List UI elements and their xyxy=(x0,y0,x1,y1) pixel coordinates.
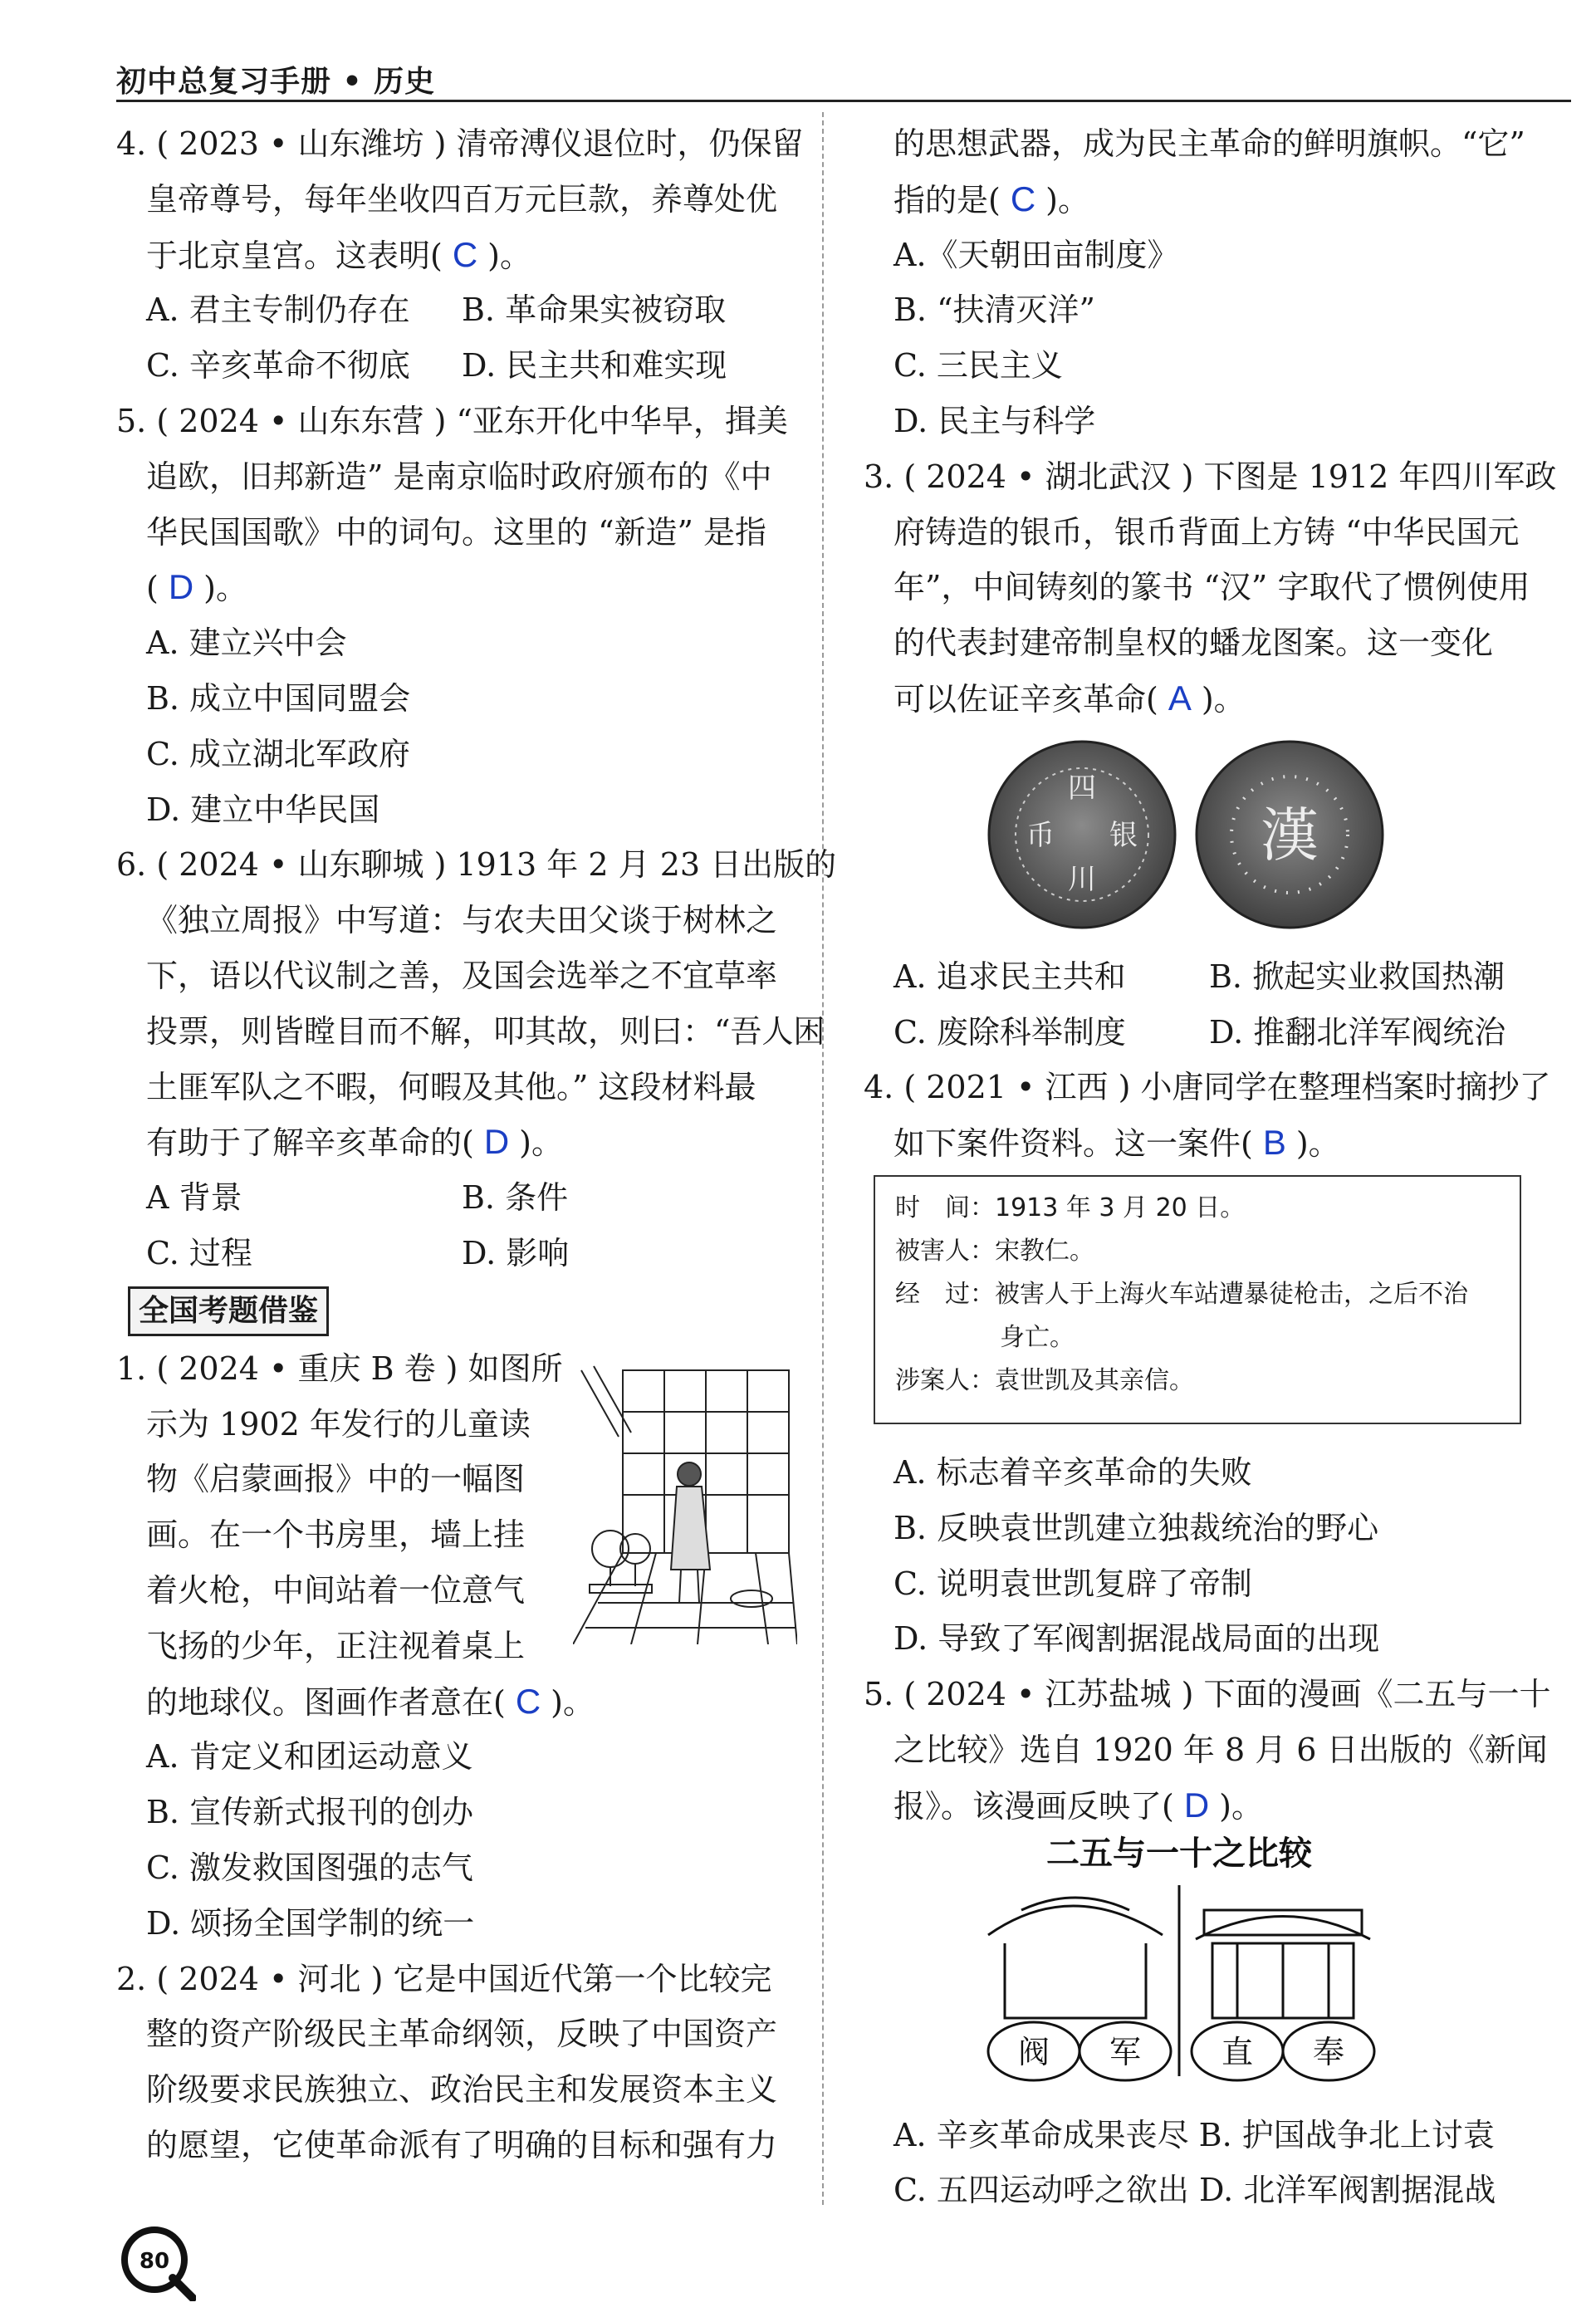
study-room-illustration xyxy=(573,1362,797,1644)
question-tail: )。 xyxy=(487,237,531,274)
option: D. 推翻北洋军阀统治 xyxy=(1209,1013,1506,1051)
question-line: 府铸造的银币，银币背面上方铸 “中华民国元 xyxy=(893,513,1520,551)
option: C. 五四运动呼之欲出 D. 北洋军阀割据混战 xyxy=(893,2172,1496,2209)
answer-mark: B xyxy=(1262,1123,1286,1163)
question-text: 指的是( xyxy=(893,181,1001,218)
question-line: 阶级要求民族独立、政治民主和发展资本主义 xyxy=(146,2071,778,2109)
case-record-box xyxy=(874,1175,1521,1424)
cartoon-image xyxy=(972,1827,1387,2093)
page-number xyxy=(116,2222,196,2301)
question-text: 报》。该漫画反映了( xyxy=(893,1787,1174,1825)
option: A.《天朝田亩制度》 xyxy=(893,236,1179,273)
option: C. 废除科举制度 xyxy=(893,1013,1126,1051)
option: A. 追求民主共和 xyxy=(893,958,1126,995)
question-line xyxy=(116,1114,797,1170)
question-line: 年”，中间铸刻的篆书 “汉” 字取代了惯例使用 xyxy=(893,569,1530,606)
question-line: 《独立周报》中写道：与农夫田父谈于树林之 xyxy=(146,902,778,939)
option: C. 激发救国图强的志气 xyxy=(146,1849,473,1886)
option: D. 导致了军阀割据混战局面的出现 xyxy=(893,1620,1380,1658)
question-line: 4. ( 2023 • 山东潍坊 ) 清帝溥仪退位时，仍保留 xyxy=(116,125,804,162)
option: B. 掀起实业救国热潮 xyxy=(1209,958,1505,995)
question-text: 可以佐证辛亥革命( xyxy=(893,680,1158,718)
question-tail: )。 xyxy=(1045,181,1089,218)
option: B. 条件 xyxy=(462,1179,569,1217)
answer-mark: D xyxy=(483,1122,510,1162)
coin-han-char: 漢 xyxy=(1261,801,1319,870)
question-line: 画。在一个书房里，墙上挂 xyxy=(146,1516,526,1554)
question-line: 土匪军队之不暇，何暇及其他。” 这段材料最 xyxy=(146,1068,756,1105)
question-line xyxy=(864,172,1528,228)
option: C. 过程 xyxy=(146,1234,252,1271)
question-tail: )。 xyxy=(1219,1787,1263,1825)
question-line: 下，语以代议制之善，及国会选举之不宜草率 xyxy=(146,957,778,994)
option: B. 成立中国同盟会 xyxy=(146,679,411,717)
option: D. 影响 xyxy=(462,1234,570,1271)
option: A. 肯定义和团运动意义 xyxy=(146,1738,473,1776)
question-line: 着火枪，中间站着一位意气 xyxy=(146,1571,526,1609)
coin-char: 银 xyxy=(1109,819,1138,852)
question-line: 6. ( 2024 • 山东聊城 ) 1913 年 2 月 23 日出版的 xyxy=(116,846,837,884)
option: C. 说明袁世凯复辟了帝制 xyxy=(893,1565,1252,1602)
question-tail: )。 xyxy=(1295,1125,1340,1163)
question-line: 1. ( 2024 • 重庆 B 卷 ) 如图所 xyxy=(116,1350,563,1387)
question-line: 2. ( 2024 • 河北 ) 它是中国近代第一个比较完 xyxy=(116,1960,772,1997)
question-tail: )。 xyxy=(519,1124,563,1162)
option: D. 建立中华民国 xyxy=(146,791,380,828)
answer-mark: D xyxy=(1183,1785,1210,1825)
case-suspect: 涉案人：袁世凯及其亲信。 xyxy=(895,1366,1194,1395)
option: A. 辛亥革命成果丧尽 B. 护国战争北上讨袁 xyxy=(893,2116,1495,2153)
options-row xyxy=(116,1170,797,1226)
answer-mark: C xyxy=(515,1681,541,1721)
option: B. “扶清灭洋” xyxy=(893,291,1095,329)
cartoon-label: 阀 xyxy=(1017,2034,1050,2070)
option: B. 反映袁世凯建立独裁统治的野心 xyxy=(893,1509,1379,1546)
case-process-cont: 身亡。 xyxy=(1000,1323,1075,1352)
options-row xyxy=(864,1005,1528,1061)
question-tail: )。 xyxy=(551,1683,595,1721)
coin-char: 川 xyxy=(1068,863,1096,896)
option: A. 君主专制仍存在 xyxy=(146,291,410,329)
option: C. 三民主义 xyxy=(893,347,1063,385)
question-text: 于北京皇宫。这表明( xyxy=(146,237,443,274)
cartoon-label: 奉 xyxy=(1312,2034,1345,2070)
cartoon-label: 军 xyxy=(1109,2034,1142,2070)
question-line: 的愿望，它使革命派有了明确的目标和强有力 xyxy=(146,2126,778,2163)
option: C. 辛亥革命不彻底 xyxy=(146,347,410,385)
answer-mark: C xyxy=(452,234,478,274)
option: B. 宣传新式报刊的创办 xyxy=(146,1794,474,1831)
answer-mark: D xyxy=(168,567,194,607)
option: A. 标志着辛亥革命的失败 xyxy=(893,1453,1252,1491)
page-header xyxy=(116,58,1571,102)
question-line: 的代表封建帝制皇权的蟠龙图案。这一变化 xyxy=(893,625,1494,662)
question-line: 追欧，旧邦新造” 是南京临时政府颁布的《中 xyxy=(146,458,772,495)
question-line xyxy=(864,1778,1528,1834)
cartoon-label: 直 xyxy=(1221,2034,1254,2070)
options-row xyxy=(116,1226,797,1281)
question-tail: )。 xyxy=(1201,680,1246,718)
options-row xyxy=(864,949,1528,1005)
question-line: 的思想武器，成为民主革命的鲜明旗帜。“它” xyxy=(893,125,1525,162)
case-process: 经 过：被害人于上海火车站遭暴徒枪击，之后不治 xyxy=(895,1280,1468,1309)
question-line: 3. ( 2024 • 湖北武汉 ) 下图是 1912 年四川军政 xyxy=(864,458,1557,495)
question-line: 整的资产阶级民主革命纲领，反映了中国资产 xyxy=(146,2016,778,2053)
answer-mark: C xyxy=(1010,179,1036,218)
option: A 背景 xyxy=(146,1179,242,1217)
question-line xyxy=(864,671,1528,727)
column-divider xyxy=(822,112,824,2205)
question-line: 4. ( 2021 • 江西 ) 小唐同学在整理档案时摘抄了 xyxy=(864,1069,1551,1106)
question-line xyxy=(864,1115,1528,1171)
options-row xyxy=(116,338,797,394)
question-text: 有助于了解辛亥革命的( xyxy=(146,1124,474,1162)
option: D. 颂扬全国学制的统一 xyxy=(146,1904,475,1942)
coin-char: 四 xyxy=(1068,772,1096,805)
cartoon-title: 二五与一十之比较 xyxy=(1046,1834,1312,1873)
question-line: 5. ( 2024 • 山东东营 ) “亚东开化中华早，揖美 xyxy=(116,402,788,439)
option: D. 民主与科学 xyxy=(893,402,1096,439)
option: C. 成立湖北军政府 xyxy=(146,735,410,772)
section-heading: 全国考题借鉴 xyxy=(128,1286,329,1336)
option: A. 建立兴中会 xyxy=(146,625,347,662)
answer-mark: A xyxy=(1168,678,1192,718)
header-title: 初中总复习手册 • 历史 xyxy=(116,65,436,99)
question-line xyxy=(116,228,797,283)
left-column xyxy=(116,116,837,2173)
question-line: 示为 1902 年发行的儿童读 xyxy=(146,1405,531,1443)
case-victim: 被害人：宋教仁。 xyxy=(895,1237,1094,1266)
question-line xyxy=(116,560,797,615)
sichuan-coins-image xyxy=(978,731,1393,938)
question-line: 皇帝尊号，每年坐收四百万元巨款，养尊处优 xyxy=(146,180,778,218)
question-line: 飞扬的少年，正注视着桌上 xyxy=(146,1627,526,1664)
options-row xyxy=(116,282,797,338)
question-text: 如下案件资料。这一案件( xyxy=(893,1125,1253,1163)
coin-char: 币 xyxy=(1026,819,1055,852)
question-line: 之比较》选自 1920 年 8 月 6 日出版的《新闻 xyxy=(893,1731,1548,1768)
question-tail: )。 xyxy=(203,570,247,607)
case-time: 时 间：1913 年 3 月 20 日。 xyxy=(895,1193,1246,1222)
question-text: ( xyxy=(146,570,159,607)
question-text: 的地球仪。图画作者意在( xyxy=(146,1683,506,1721)
question-line: 华民国国歌》中的词句。这里的 “新造” 是指 xyxy=(146,513,767,551)
option: D. 民主共和难实现 xyxy=(462,347,727,385)
question-line: 5. ( 2024 • 江苏盐城 ) 下面的漫画《二五与一十 xyxy=(864,1676,1551,1713)
option: B. 革命果实被窃取 xyxy=(462,291,727,329)
page-number-text: 80 xyxy=(139,2249,170,2274)
question-line: 物《启蒙画报》中的一幅图 xyxy=(146,1461,526,1498)
question-line: 投票，则皆瞠目而不解，叩其故，则曰：“吾人困 xyxy=(146,1012,825,1050)
question-line xyxy=(116,1674,797,1730)
